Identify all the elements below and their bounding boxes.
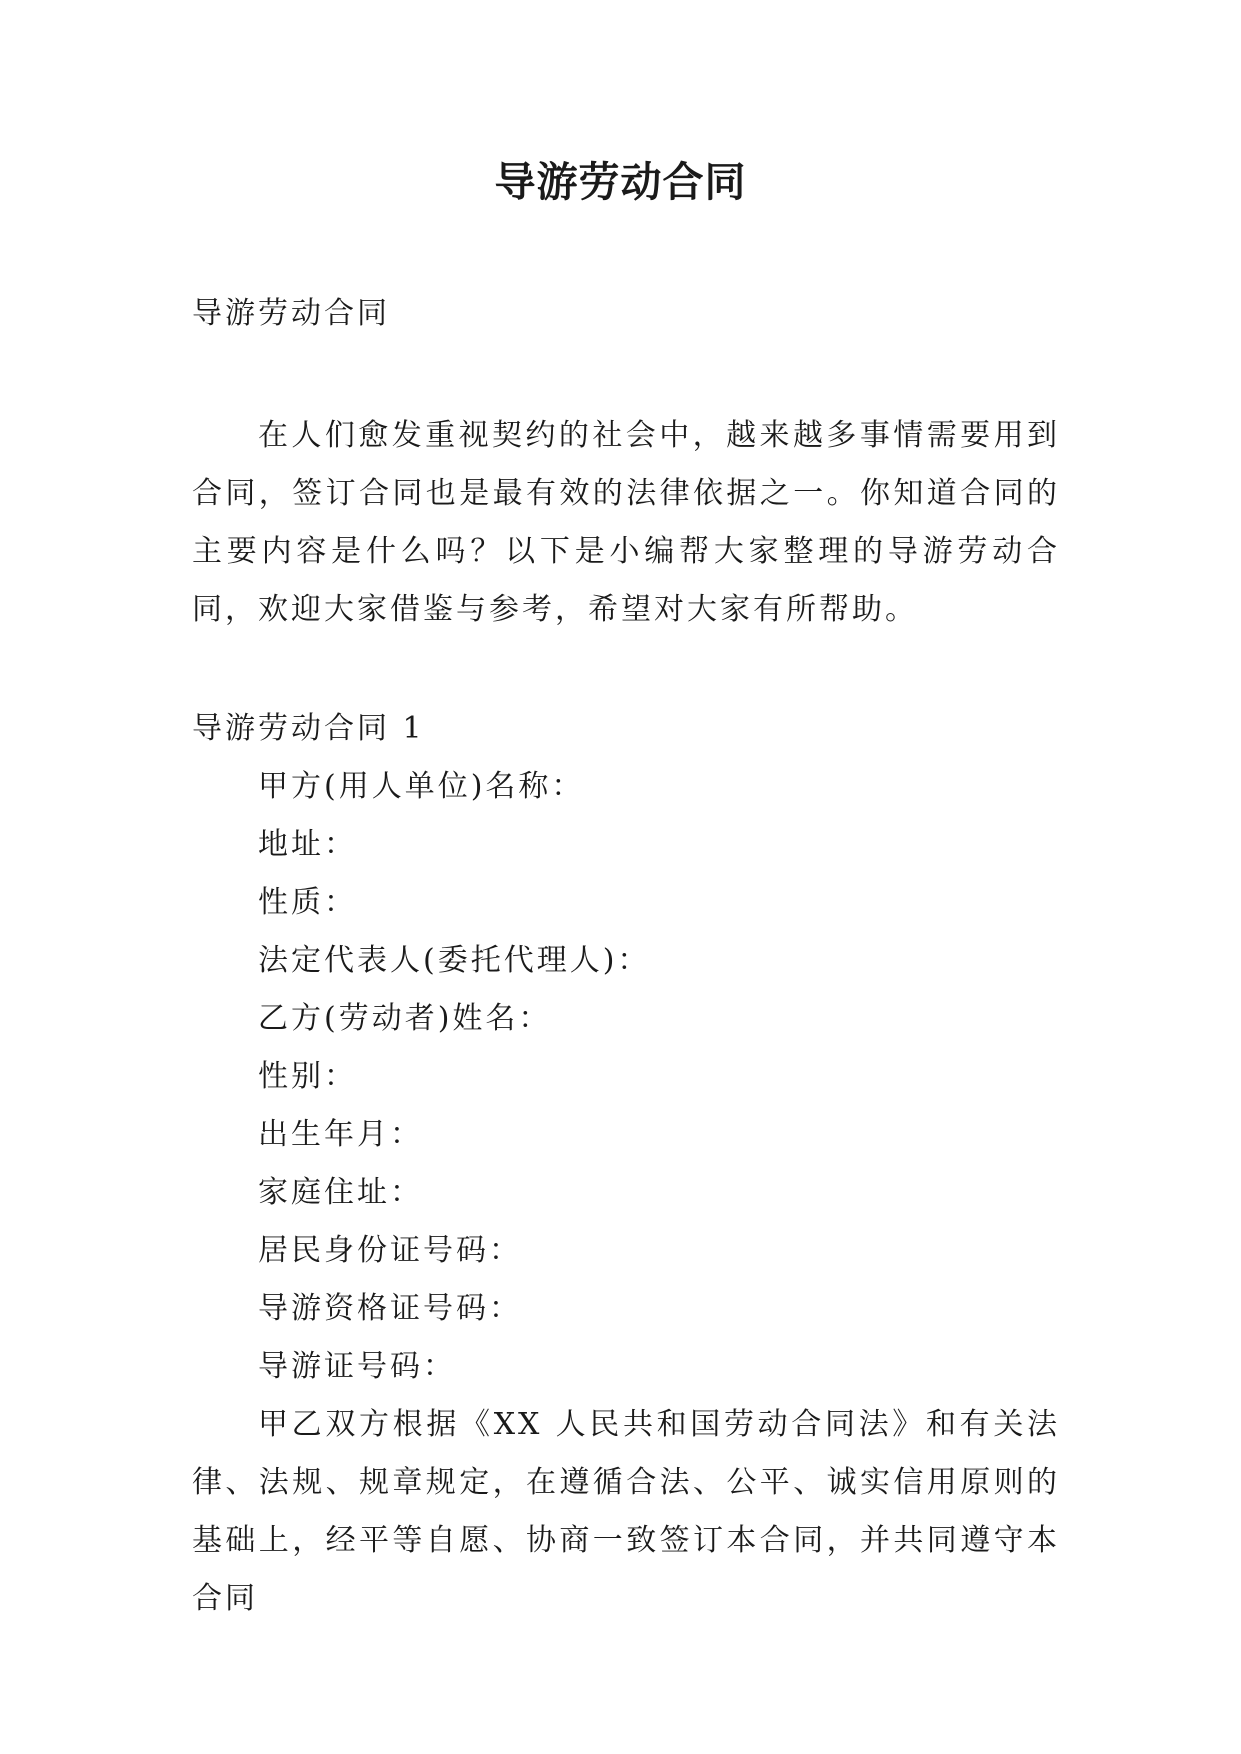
document-title: 导游劳动合同 <box>494 158 747 206</box>
field-gender: 性别： <box>258 1059 357 1094</box>
field-employer-name: 甲方(用人单位)名称： <box>258 769 585 804</box>
closing-paragraph: 甲乙双方根据《XX 人民共和国劳动合同法》和有关法律、法规、规章规定，在遵循合法、公平、诚实信用原则的基础上，经平等自愿、协商一致签订本合同，并共同遵守本合同 <box>192 1407 1060 1616</box>
field-home-address: 家庭住址： <box>258 1175 423 1210</box>
field-legal-representative: 法定代表人(委托代理人)： <box>258 943 651 978</box>
document-subtitle: 导游劳动合同 <box>192 296 390 331</box>
field-guide-license-number: 导游证号码： <box>258 1349 456 1384</box>
field-address: 地址： <box>258 827 357 862</box>
field-id-number: 居民身份证号码： <box>258 1233 522 1268</box>
field-guide-qualification-number: 导游资格证号码： <box>258 1291 522 1326</box>
intro-paragraph: 在人们愈发重视契约的社会中，越来越多事情需要用到合同，签订合同也是最有效的法律依据之一。你知道合同的主要内容是什么吗？以下是小编帮大家整理的导游劳动合同，欢迎大家借鉴与参考，希望对大家有所帮助。 <box>192 418 1060 627</box>
contract-section <box>192 700 1060 1628</box>
field-birth-date: 出生年月： <box>258 1117 423 1152</box>
field-nature: 性质： <box>258 885 357 920</box>
contract-heading: 导游劳动合同 1 <box>192 711 425 746</box>
field-employee-name: 乙方(劳动者)姓名： <box>258 1001 552 1036</box>
